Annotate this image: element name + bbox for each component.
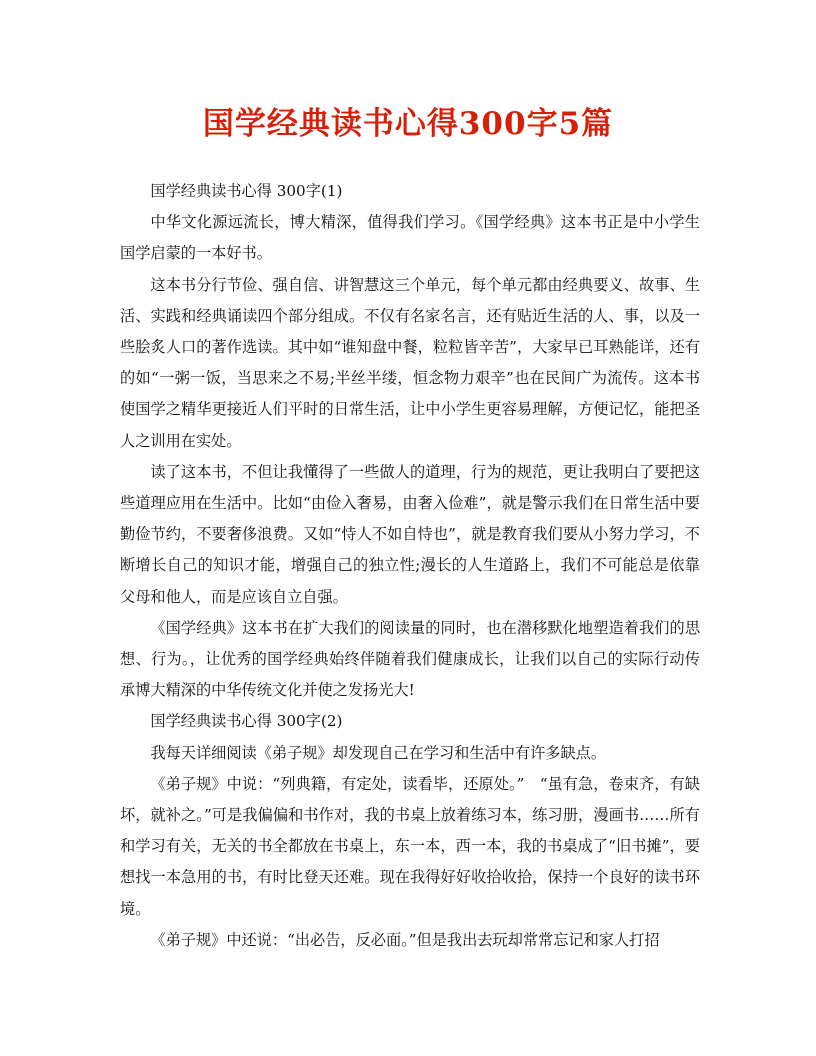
section-heading-2: 国学经典读书心得 300字(2): [150, 712, 343, 731]
paragraph: 《弟子规》中还说：“出必告，反必面。”但是我出去玩却常常忘记和家人打招: [150, 930, 660, 949]
paragraph: 我每天详细阅读《弟子规》却发现自己在学习和生活中有许多缺点。: [150, 743, 607, 762]
paragraph: 读了这本书，不但让我懂得了一些做人的道理，行为的规范，更让我明白了要把这些道理应用在生活中。比如“由俭入奢易，由奢入俭难”，就是警示我们在日常生活中要勤俭节约，不要奢侈浪费。又如“恃人不如自恃也”，就是教育我们要从小努力学习，不断增长自己的知识才能，增强自己的独立性;漫长的人生道路上，我们不可能总是依靠父母和他人，而是应该自立自强。: [120, 462, 700, 606]
document-body: [120, 176, 700, 956]
paragraph: 中华文化源远流长，博大精深，值得我们学习。《国学经典》这本书正是中小学生国学启蒙的一本好书。: [120, 213, 700, 263]
paragraph: 《弟子规》中说：“列典籍，有定处，读看毕，还原处。” “虽有急，卷束齐，有缺坏，就补之。”可是我偏偏和书作对，我的书桌上放着练习本，练习册，漫画书……所有和学习有关，无关的书全都放在书桌上，东一本，西一本，我的书桌成了“旧书摊”，要想找一本急用的书，有时比登天还难。现在我得好好收拾收拾，保持一个良好的读书环境。: [120, 774, 700, 918]
document-title: 国学经典读书心得300字5篇: [202, 106, 614, 142]
section-heading-1: 国学经典读书心得 300字(1): [150, 182, 343, 200]
paragraph: 这本书分行节俭、强自信、讲智慧这三个单元，每个单元都由经典要义、故事、生活、实践和经典诵读四个部分组成。不仅有名家名言，还有贴近生活的人、事，以及一些脍炙人口的著作选读。其中如“谁知盘中餐，粒粒皆辛苦”，大家早已耳熟能详，还有的如“一粥一饭，当思来之不易;半丝半缕，恒念物力艰辛”也在民间广为流传。这本书使国学之精华更接近人们平时的日常生活，让中小学生更容易理解，方便记忆，能把圣人之训用在实处。: [120, 275, 700, 450]
paragraph: 《国学经典》这本书在扩大我们的阅读量的同时，也在潜移默化地塑造着我们的思想、行为。，让优秀的国学经典始终伴随着我们健康成长，让我们以自己的实际行动传承博大精深的中华传统文化并使之发扬光大!: [120, 618, 700, 700]
